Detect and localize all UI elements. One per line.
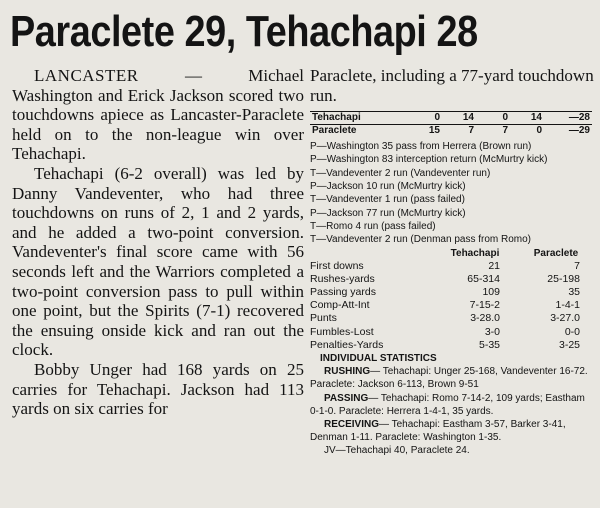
- stat-label: Rushes-yards: [310, 272, 375, 285]
- scoring-play: T—Vandeventer 2 run (Vandeventer run): [310, 167, 491, 179]
- linescore-row: [310, 112, 592, 125]
- headline: Paraclete 29, Tehachapi 28: [10, 7, 478, 56]
- linescore-quarter: 0: [408, 112, 442, 125]
- team-stats-header-home: Paraclete: [533, 247, 579, 259]
- scoring-summary: [310, 140, 594, 246]
- team-stats-row: [310, 312, 594, 325]
- team-stats-row: [310, 339, 594, 352]
- linescore-quarter: 14: [510, 112, 544, 125]
- stat-label: Comp-Att-Int: [310, 299, 370, 312]
- article-paragraph: Tehachapi (6-2 overall) was led by Danny Vandeventer, who had three touchdowns on runs of 2, 1 and 2 yards, and he added a two-point conversion. Vandeventer's final score came with 56 seconds left and the Warriors completed a two-point conversion pass to pull within one point, but the Spirits (7-1) recovered the ensuing onside kick and ran out the clock.: [12, 163, 304, 360]
- linescore-quarter: 7: [502, 125, 508, 137]
- linescore-quarter: 15: [428, 125, 440, 137]
- scoring-play: P—Washington 35 pass from Herrera (Brown run): [310, 141, 532, 153]
- article-paragraph: [12, 66, 304, 164]
- team-stats-row: [310, 286, 594, 299]
- stat-category: RECEIVING: [324, 419, 380, 430]
- stat-away: 65-314: [467, 272, 500, 285]
- team-stats-row: [310, 260, 594, 273]
- stat-label: Passing yards: [310, 285, 376, 298]
- linescore-quarter: 0: [536, 125, 542, 137]
- stat-home: 0-0: [564, 325, 580, 338]
- scoring-play: T—Vandeventer 1 run (pass failed): [310, 194, 465, 206]
- article-column-right: [310, 66, 594, 458]
- team-stats-row: [310, 299, 594, 312]
- stat-label: Fumbles-Lost: [310, 325, 374, 338]
- individual-stat-section: [310, 418, 594, 444]
- linescore-final-value: 29: [578, 125, 590, 137]
- scoring-play: P—Washington 83 interception return (McMurtry kick): [310, 154, 548, 166]
- article-paragraph: Bobby Unger had 168 yards on 25 carries for Tehachapi. Jackson had 113 yards on six carries for: [12, 359, 304, 419]
- individual-stats-title: INDIVIDUAL STATISTICS: [320, 352, 437, 364]
- stat-category-text: — Tehachapi: Eastham 3-57, Barker 3-41, Denman 1-11. Paraclete: Washington 1-35.: [310, 419, 566, 444]
- stat-label: Punts: [310, 312, 337, 325]
- stat-label: Penalties-Yards: [310, 338, 384, 351]
- stat-home: 3-25: [558, 338, 580, 351]
- article-continuation: Paraclete, including a 77-yard touchdown run.: [310, 66, 594, 105]
- team-stats-header: [310, 247, 594, 260]
- dateline: LANCASTER —: [34, 66, 203, 85]
- stat-category-text: — Tehachapi: Romo 7-14-2, 109 yards; Eastham 0-1-0. Paraclete: Herrera 1-4-1, 35 yards.: [310, 392, 585, 417]
- scoring-play: P—Jackson 10 run (McMurtry kick): [310, 181, 466, 193]
- linescore-team: Paraclete: [312, 125, 357, 137]
- stat-away: 3-28.0: [470, 312, 500, 325]
- individual-stat-section: [310, 392, 594, 418]
- stat-home: 7: [574, 259, 580, 272]
- team-stats-row: [310, 326, 594, 339]
- linescore-team: Tehachapi: [310, 112, 408, 125]
- team-stats-header-away: Tehachapi: [450, 247, 500, 259]
- linescore-table: [310, 111, 592, 137]
- linescore-quarter: 0: [476, 112, 510, 125]
- linescore-final: —29: [568, 125, 590, 137]
- linescore-quarter: 7: [468, 125, 474, 137]
- article-column-left: [12, 66, 304, 419]
- scoring-play: T—Romo 4 run (pass failed): [310, 220, 436, 232]
- stat-home: 35: [568, 285, 580, 298]
- stat-away: 109: [482, 285, 500, 298]
- jv-score: JV—Tehachapi 40, Paraclete 24.: [324, 445, 470, 457]
- stat-home: 1-4-1: [555, 299, 580, 312]
- stat-away: 7-15-2: [469, 299, 500, 312]
- article-paragraph-text: Michael Washington and Erick Jackson scored two touchdowns apiece as Lancaster-Paraclete held on to the non-league win over Tehachapi.: [12, 66, 304, 164]
- stat-away: 5-35: [478, 338, 500, 351]
- individual-stats: [310, 352, 594, 458]
- linescore-row: [310, 125, 592, 138]
- stat-away: 3-0: [484, 325, 500, 338]
- team-stats-table: [310, 260, 594, 352]
- stat-home: 3-27.0: [550, 312, 580, 325]
- scoring-play: T—Vandeventer 2 run (Denman pass from Romo): [310, 234, 532, 246]
- stat-category-text: — Tehachapi: Unger 25-168, Vandeventer 16-72. Paraclete: Jackson 6-113, Brown 9-51: [310, 366, 588, 391]
- linescore-final-value: 28: [578, 112, 590, 124]
- stat-category: RUSHING: [324, 366, 371, 378]
- individual-stat-section: [310, 365, 594, 391]
- stat-away: 21: [488, 259, 500, 272]
- stat-category: PASSING: [324, 392, 369, 404]
- linescore-quarter: 14: [442, 112, 476, 125]
- linescore-final: —28: [544, 112, 592, 125]
- team-stats-row: [310, 273, 594, 286]
- stat-label: First downs: [310, 259, 364, 272]
- scoring-play: P—Jackson 77 run (McMurtry kick): [310, 207, 466, 219]
- stat-home: 25-198: [547, 272, 580, 285]
